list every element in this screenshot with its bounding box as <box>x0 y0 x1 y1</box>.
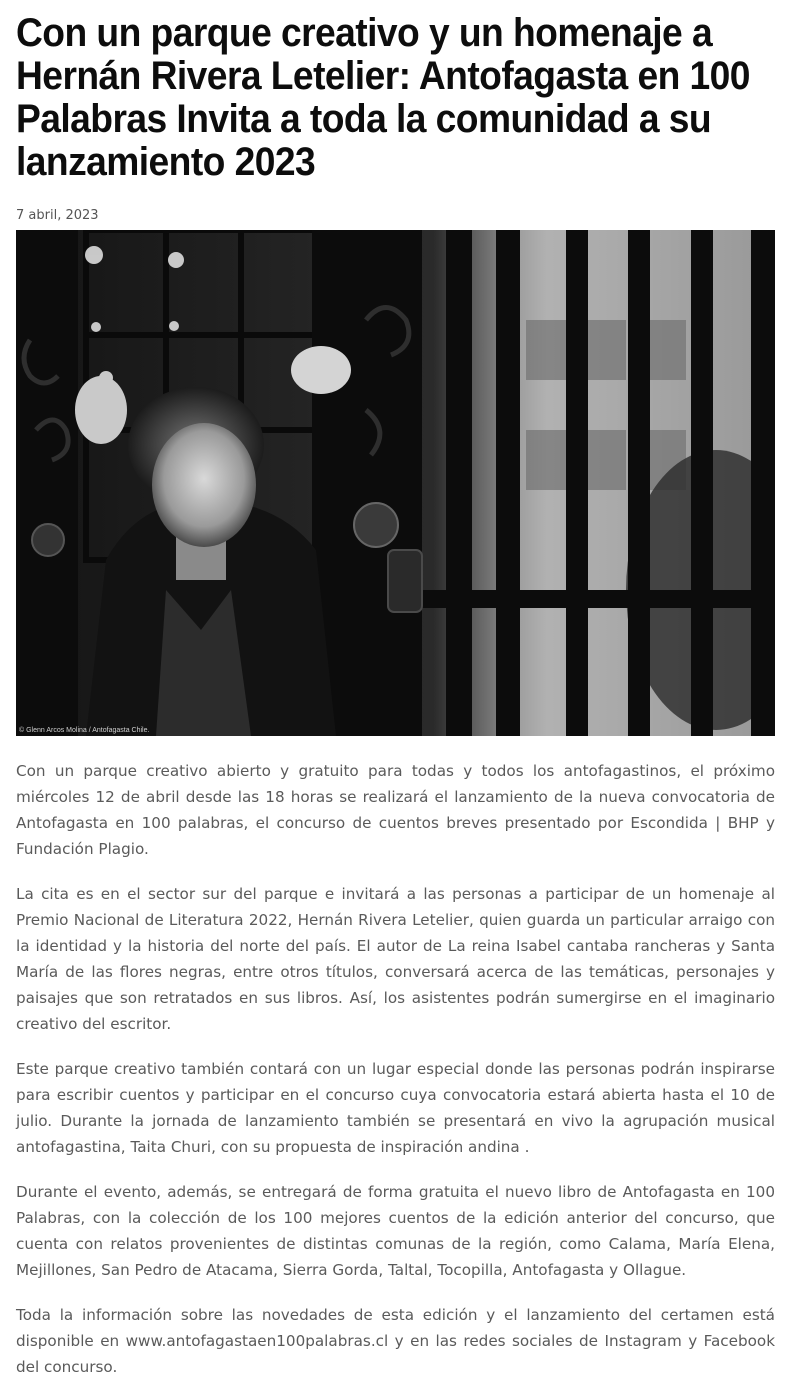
portrait-image <box>16 230 775 736</box>
body-paragraph: Con un parque creativo abierto y gratuito para todas y todos los antofagastinos, el próximo miércoles 12 de abril desde las 18 horas se realizará el lanzamiento de la nueva convocatoria de Antofagasta en 100 palabras, el concurso de cuentos breves presentado por Escondida | BHP y Fundación Plagio. <box>16 762 775 858</box>
article-title: Con un parque creativo y un homenaje a Hernán Rivera Letelier: Antofagasta en 100 Palabras Invita a toda la comunidad a su lanzamiento 2023 <box>16 11 750 184</box>
article-photo <box>16 230 775 736</box>
body-paragraph: Toda la información sobre las novedades de esta edición y el lanzamiento del certamen está disponible en www.antofagastaen100palabras.cl y en las redes sociales de Instagram y Facebook del concurso. <box>16 1306 775 1376</box>
body-paragraph: Durante el evento, además, se entregará de forma gratuita el nuevo libro de Antofagasta en 100 Palabras, con la colección de los 100 mejores cuentos de la edición anterior del concurso, que cuenta con relatos provenientes de distintas comunas de la región, como Calama, María Elena, Mejillones, San Pedro de Atacama, Sierra Gorda, Taltal, Tocopilla, Antofagasta y Ollague. <box>16 1183 775 1279</box>
article-body <box>16 758 775 1399</box>
photo-credit: © Glenn Arcos Molina / Antofagasta Chile. <box>19 727 150 734</box>
publish-date: 7 abril, 2023 <box>16 208 99 223</box>
article <box>16 0 775 1376</box>
body-paragraph: Este parque creativo también contará con un lugar especial donde las personas podrán inspirarse para escribir cuentos y participar en el concurso cuya convocatoria estará abierta hasta el 10 de julio. Durante la jornada de lanzamiento también se presentará en vivo la agrupación musical antofagastina, Taita Churi, con su propuesta de inspiración andina . <box>16 1060 775 1156</box>
body-paragraph: La cita es en el sector sur del parque e invitará a las personas a participar de un homenaje al Premio Nacional de Literatura 2022, Hernán Rivera Letelier, quien guarda un particular arraigo con la identidad y la historia del norte del país. El autor de La reina Isabel cantaba rancheras y Santa María de las flores negras, entre otros títulos, conversará acerca de las temáticas, personajes y paisajes que son retratados en sus libros. Así, los asistentes podrán sumergirse en el imaginario creativo del escritor. <box>16 885 775 1033</box>
